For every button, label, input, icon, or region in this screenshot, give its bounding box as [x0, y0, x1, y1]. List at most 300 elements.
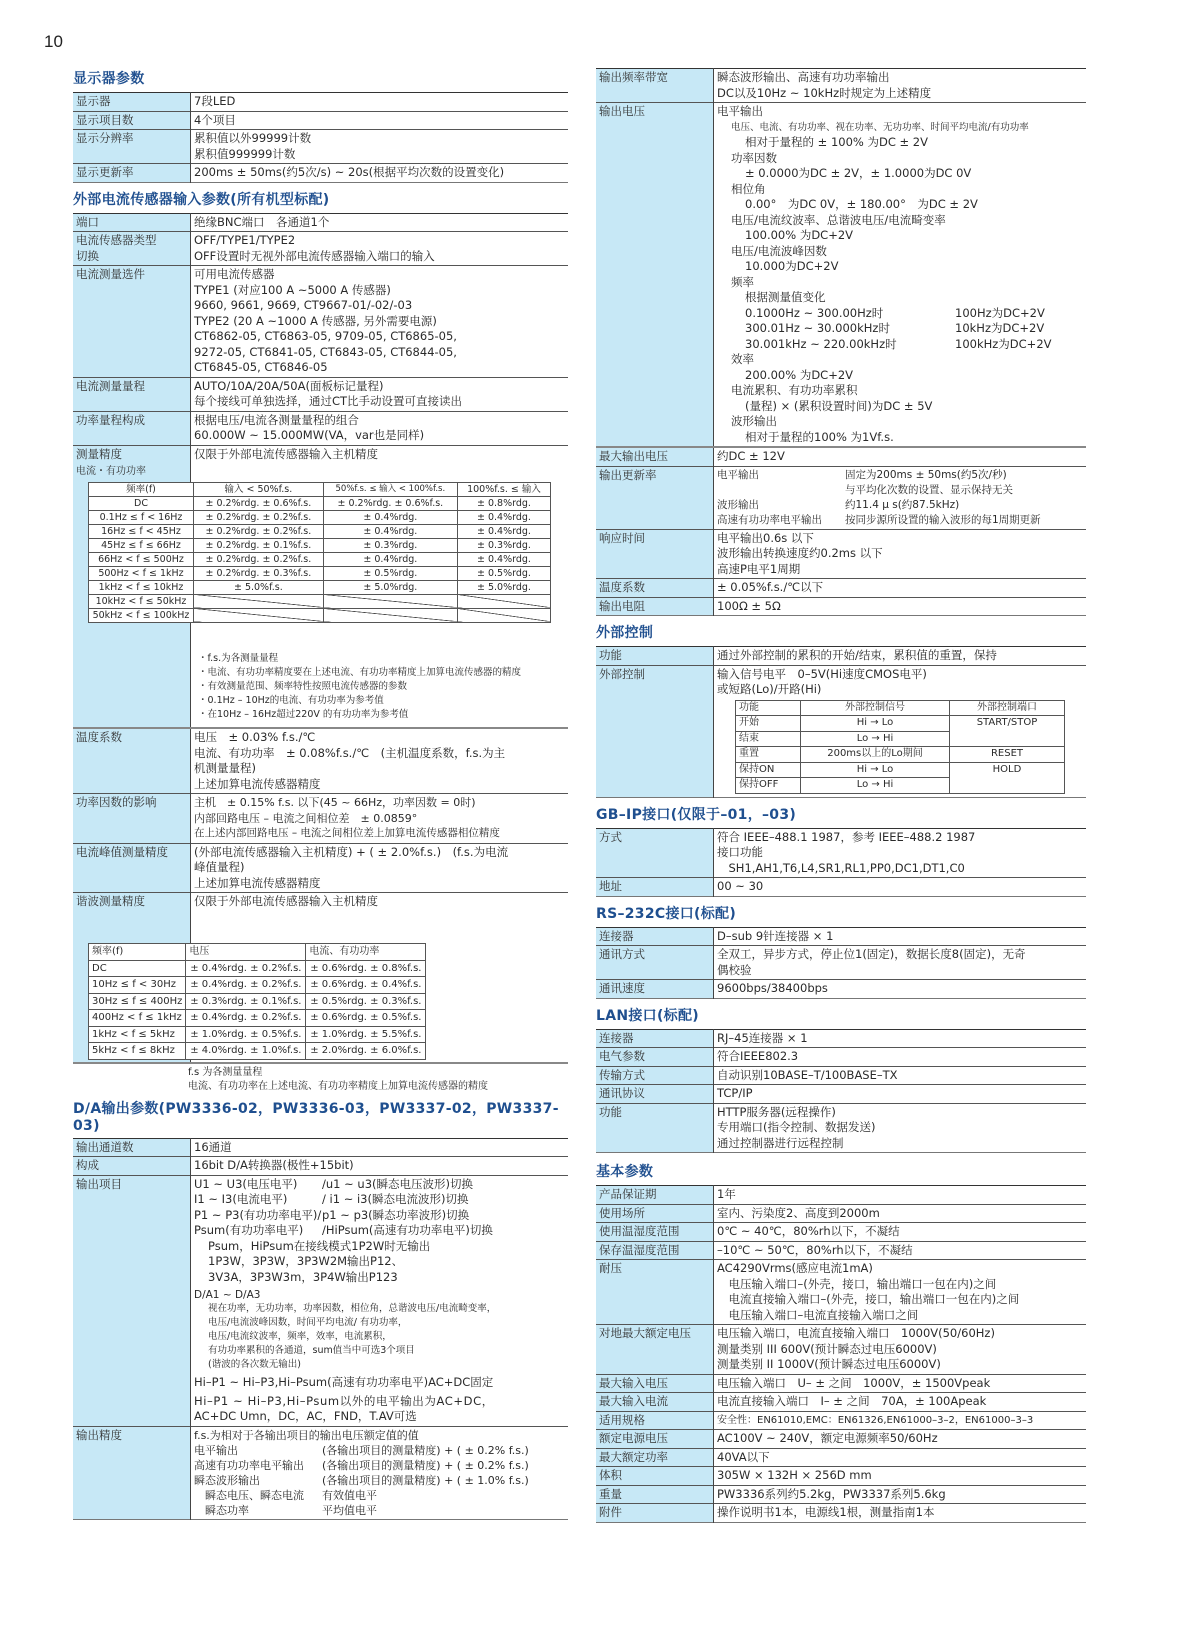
spec-key: 耐压 [596, 1260, 714, 1325]
cell: ± 5.0%rdg. [323, 580, 457, 594]
spec-key: 额定电源电压 [596, 1430, 714, 1449]
value-line: ± 0.05%f.s./℃以下 [717, 580, 824, 594]
freq-range: 300.01Hz ~ 30.000kHz时 [745, 321, 890, 335]
freq-output: 100Hz为DC+2V [955, 305, 1045, 320]
note-line: ・f.s.为各测量量程 [198, 653, 279, 664]
pair-left: 波形输出 [717, 498, 759, 511]
value-line: 视在功率，无功功率，功率因数，相位角，总谐波电压/电流畸变率， [208, 1303, 497, 1314]
right-column [596, 68, 1086, 1523]
value-line: OFF设置时无视外部电流传感器输入端口的输入 [194, 248, 435, 263]
value-line: 测量类别 III 600V(预计瞬态过电压6000V) [717, 1341, 937, 1356]
cell: ± 1.0%rdg. ± 5.5%f.s. [306, 1026, 426, 1043]
spec-value [191, 1175, 569, 1426]
cell: Hi → Lo [801, 716, 950, 732]
cell: ± 0.2%rdg. ± 0.6%f.s. [323, 496, 457, 510]
spec-row [596, 1223, 1086, 1242]
value-line: 电压 ± 0.03% f.s./℃ [194, 730, 316, 744]
spec-value [714, 1241, 1087, 1260]
empty-slash-cell [194, 594, 324, 608]
spec-value [714, 1085, 1087, 1104]
spec-key: 温度系数 [73, 728, 191, 794]
note-line: f.s 为各测量量程 [188, 1066, 263, 1078]
value-line: 仅限于外部电流传感器输入主机精度 [194, 894, 378, 908]
item-pair [194, 1208, 565, 1224]
value-line: HTTP服务器(远程操作) [717, 1104, 836, 1119]
control-header-row [736, 700, 1065, 716]
freq-range: 30.001kHz ~ 220.00kHz时 [745, 336, 897, 351]
cell: ± 0.4%rdg. ± 0.2%f.s. [186, 960, 306, 977]
spec-row [596, 1241, 1086, 1260]
spec-row [73, 728, 568, 794]
value-line: 60.000W ~ 15.000MW(VA，var也是同样) [194, 428, 425, 442]
value-line: 操作说明书1本，电源线1根，测量指南1本 [717, 1505, 935, 1519]
item-right: p1 ~ p3(瞬态功率波形)切换 [322, 1207, 470, 1222]
value-line: PW3336系列约5.2kg，PW3337系列5.6kg [717, 1486, 946, 1501]
harmonic-row [89, 960, 426, 977]
cell: ± 0.8%rdg. [457, 496, 550, 510]
value-line: D–sub 9针连接器 × 1 [717, 928, 834, 943]
value-line: 100.00% 为DC+2V [745, 228, 854, 242]
spec-key: 通讯方式 [596, 946, 714, 980]
accuracy-pair [194, 1473, 565, 1488]
value-line: 测量类别 II 1000V(预计瞬态过电压6000V) [717, 1357, 941, 1371]
header-cell: 输入 < 50%f.s. [194, 482, 324, 496]
value-line: D/A1 ~ D/A3 [194, 1289, 261, 1301]
value-line: 通过控制器进行远程控制 [717, 1135, 844, 1150]
spec-key: 功率因数的影响 [73, 794, 191, 844]
value-line: (外部电流传感器输入主机精度) + ( ± 2.0%f.s.) (f.s.为电流 [194, 844, 509, 859]
value-line: Hi–P1 ~ Hi–P3,Hi–Psum(高速有功功率电平)AC+DC固定 [194, 1375, 494, 1389]
value-line: 累积值以外99999计数 [194, 131, 312, 145]
spec-value [714, 466, 1087, 529]
cell: ± 0.2%rdg. ± 0.2%f.s. [194, 510, 324, 524]
spec-key: 输出电阻 [596, 597, 714, 616]
spec-value [714, 1430, 1087, 1449]
spec-key: 地址 [596, 878, 714, 897]
spec-row [73, 794, 568, 844]
cell: ± 0.6%rdg. ± 0.8%f.s. [306, 960, 426, 977]
spec-row [596, 828, 1086, 878]
section-title-ext-control: 外部控制 [596, 625, 654, 641]
spec-key: 保存温湿度范围 [596, 1241, 714, 1260]
key-line: 电流传感器类型 [76, 233, 157, 247]
value-line: 305W × 132H × 256D mm [717, 1468, 872, 1482]
spec-value [714, 1467, 1087, 1486]
cell: DC [89, 960, 186, 977]
header-cell: 100%f.s. ≤ 输入 [457, 482, 550, 496]
value-line: 有功功率累积的各通道，sum值当中可选3个项目 [208, 1345, 415, 1356]
accuracy-row [89, 510, 551, 524]
spec-key: 显示项目数 [73, 111, 191, 130]
spec-row [596, 665, 1086, 797]
spec-row [596, 1485, 1086, 1504]
spec-key: 方式 [596, 828, 714, 878]
cell: 1kHz < f ≤ 10kHz [89, 580, 194, 594]
value-line: TYPE2 (20 A ~1000 A 传感器, 另外需要电源) [194, 313, 437, 328]
item-right: / i1 ~ i3(瞬态电流波形)切换 [322, 1192, 469, 1206]
value-line: 相位角 [731, 181, 766, 196]
spec-key: 输出电压 [596, 103, 714, 448]
spec-value [714, 878, 1087, 897]
value-line: 通过外部控制的累积的开始/结束，累积值的重置，保持 [717, 648, 997, 662]
spec-key: 功能 [596, 647, 714, 666]
value-line: 3V3A，3P3W3m，3P4W输出P123 [208, 1269, 398, 1284]
cell: ± 0.3%rdg. [323, 538, 457, 552]
item-pair [194, 1177, 565, 1193]
cell: Lo → Hi [801, 731, 950, 747]
control-row [736, 762, 1065, 778]
spec-row [596, 946, 1086, 980]
section-title-basic: 基本参数 [596, 1164, 654, 1180]
spec-value [714, 529, 1087, 579]
spec-key: 构成 [73, 1157, 191, 1176]
value-line: 输入信号电平 0–5V(Hi速度CMOS电平) [717, 666, 927, 681]
rs232c-spec-table [596, 927, 1086, 999]
pair-right: (各输出项目的测量精度) + ( ± 0.2% f.s.) [322, 1443, 529, 1457]
value-line: 安全性：EN61010,EMC：EN61326,EN61000–3–2，EN61000–3–3 [717, 1414, 1034, 1426]
spec-value [191, 1138, 569, 1157]
spec-value [191, 266, 569, 378]
accuracy-pair [194, 1443, 565, 1458]
accuracy-row [89, 538, 551, 552]
spec-key: 显示器 [73, 93, 191, 112]
spec-row [73, 111, 568, 130]
cell: 保持ON [736, 762, 801, 778]
spec-row [596, 980, 1086, 999]
spec-row [73, 411, 568, 445]
value-line: AC100V ~ 240V，额定电源频率50/60Hz [717, 1431, 938, 1445]
accuracy-row [89, 566, 551, 580]
accuracy-row [89, 580, 551, 594]
value-line: 符合IEEE802.3 [717, 1049, 799, 1063]
value-line: 0℃ ~ 40℃，80%rh以下，不凝结 [717, 1224, 900, 1238]
cell: 5kHz < f ≤ 8kHz [89, 1043, 186, 1060]
spec-value [191, 130, 569, 164]
spec-row [73, 843, 568, 893]
spec-key: 响应时间 [596, 529, 714, 579]
value-line: 16bit D/A转换器(极性+15bit) [194, 1158, 354, 1172]
spec-value [191, 164, 569, 183]
spec-key: 传输方式 [596, 1066, 714, 1085]
spec-value [714, 647, 1087, 666]
value-line: 偶校验 [717, 962, 752, 977]
harmonic-notes [73, 1062, 568, 1094]
port-cell: RESET [950, 747, 1065, 763]
cell: ± 0.2%rdg. ± 0.2%f.s. [194, 552, 324, 566]
value-line: 效率 [731, 352, 754, 366]
spec-key: 输出通道数 [73, 1138, 191, 1157]
spec-value [714, 828, 1087, 878]
empty-slash-cell [194, 608, 324, 622]
spec-row [596, 1204, 1086, 1223]
pair-right: 与平均化次数的设置、显示保持无关 [845, 483, 1013, 496]
spec-key: 附件 [596, 1504, 714, 1523]
spec-row [596, 69, 1086, 103]
spec-value [714, 447, 1087, 466]
value-line: 专用端口(指令控制、数据发送) [717, 1120, 876, 1134]
spec-key: 电流测量选件 [73, 266, 191, 378]
spec-value [714, 927, 1087, 946]
value-line: 自动识别10BASE–T/100BASE–TX [717, 1067, 898, 1082]
harmonic-row [89, 993, 426, 1010]
cell: ± 0.2%rdg. ± 0.2%f.s. [194, 524, 324, 538]
value-line: 电流、有功功率 ± 0.08%f.s./℃ (主机温度系数，f.s.为主 [194, 745, 506, 760]
value-line: 上述加算电流传感器精度 [194, 776, 321, 791]
spec-key: 外部控制 [596, 665, 714, 797]
spec-row [596, 1066, 1086, 1085]
value-line: AC+DC Umn，DC，AC，FND，T.AV可选 [194, 1409, 417, 1423]
spec-value [714, 946, 1087, 980]
value-line: 高速P电平1周期 [717, 561, 801, 576]
spec-key: 电气参数 [596, 1048, 714, 1067]
value-line: 9600bps/38400bps [717, 981, 828, 995]
cell: Hi → Lo [801, 762, 950, 778]
spec-row [596, 103, 1086, 448]
spec-key: 输出精度 [73, 1426, 191, 1519]
spec-value [191, 111, 569, 130]
spec-key: 温度系数 [596, 579, 714, 598]
spec-value [714, 1048, 1087, 1067]
section-title-da-output: D/A输出参数(PW3336-02，PW3336-03，PW3337-02，PW3337-03) [73, 1100, 559, 1134]
spec-key [73, 232, 191, 266]
spec-key: 通讯速度 [596, 980, 714, 999]
spec-row [73, 377, 568, 411]
spec-key: 对地最大额定电压 [596, 1325, 714, 1375]
spec-key: 连接器 [596, 1029, 714, 1048]
value-line: 频率 [731, 274, 754, 289]
spec-value [191, 1426, 569, 1519]
section-title-display: 显示器参数 [73, 71, 145, 87]
spec-row [73, 893, 568, 1062]
item-left: I1 ~ I3(电流电平) [194, 1192, 288, 1206]
spec-key: 使用场所 [596, 1204, 714, 1223]
note-line: ・0.1Hz – 10Hz的电流、有功功率为参考值 [198, 695, 384, 706]
cell: 开始 [736, 716, 801, 732]
spec-key: 最大输出电压 [596, 447, 714, 466]
spec-row [596, 1467, 1086, 1486]
spec-key: 功率量程构成 [73, 411, 191, 445]
da-channel-block [194, 1288, 565, 1372]
accuracy-pair [194, 1503, 565, 1518]
section-title-gpib: GB–IP接口(仅限于–01，–03) [596, 806, 797, 823]
cell: 200ms以上的Lo期间 [801, 747, 950, 763]
value-line: 100Ω ± 5Ω [717, 598, 781, 613]
value-line: 上述加算电流传感器精度 [194, 875, 321, 890]
section-title-ext-sensor: 外部电流传感器输入参数(所有机型标配) [73, 191, 330, 208]
cell: ± 0.5%rdg. [323, 566, 457, 580]
spec-key: 适用规格 [596, 1411, 714, 1430]
cell: 1kHz < f ≤ 5kHz [89, 1026, 186, 1043]
item-left: Psum(有功功率电平) [194, 1223, 304, 1237]
spec-row [596, 447, 1086, 466]
spec-row [596, 1103, 1086, 1153]
value-line: (量程) × (累积设置时间)为DC ± 5V [745, 398, 933, 413]
item-right: /u1 ~ u3(瞬态电压波形)切换 [322, 1176, 474, 1191]
port-cell: START/STOP [950, 716, 1065, 747]
spec-value [714, 579, 1087, 598]
harmonic-row [89, 1010, 426, 1027]
header-cell: 频率(f) [89, 944, 186, 961]
value-line: 16通道 [194, 1139, 232, 1154]
cell: 500Hz < f ≤ 1kHz [89, 566, 194, 580]
spec-key: 最大输入电流 [596, 1393, 714, 1412]
spec-value [714, 980, 1087, 999]
spec-row [596, 529, 1086, 579]
spec-key: 连接器 [596, 927, 714, 946]
value-line: 电流累积、有功功率累积 [731, 383, 858, 397]
accuracy-notes [194, 646, 565, 726]
spec-row [596, 466, 1086, 529]
value-line: 40VA以下 [717, 1449, 770, 1464]
spec-row [73, 445, 568, 728]
accuracy-pair [194, 1458, 565, 1473]
control-row [736, 716, 1065, 732]
display-spec-table [73, 92, 568, 183]
accuracy-pair [194, 1488, 565, 1503]
spec-value [714, 69, 1087, 103]
spec-key: 产品保证期 [596, 1186, 714, 1205]
value-line: 或短路(Lo)/开路(Hi) [717, 682, 822, 696]
port-cell: HOLD [950, 762, 1065, 793]
pair-left [717, 483, 845, 498]
spec-key: 使用温湿度范围 [596, 1223, 714, 1242]
empty-slash-cell [457, 594, 550, 608]
accuracy-sublabel: 电流・有功功率 [76, 466, 146, 477]
cell: ± 0.5%rdg. ± 0.3%f.s. [306, 993, 426, 1010]
spec-row [596, 1260, 1086, 1325]
spec-value [191, 411, 569, 445]
spec-row [73, 266, 568, 378]
spec-value [714, 1204, 1087, 1223]
value-line: 电流直接输入端口 I– ± 之间 70A，± 100Apeak [717, 1394, 987, 1408]
cell: ± 0.4%rdg. [323, 524, 457, 538]
value-line: CT6845-05, CT6846-05 [194, 360, 328, 374]
cell: ± 4.0%rdg. ± 1.0%f.s. [186, 1043, 306, 1060]
spec-row [596, 927, 1086, 946]
spec-value [714, 665, 1087, 797]
spec-row [73, 213, 568, 232]
value-line: 9660, 9661, 9669, CT9667-01/-02/-03 [194, 298, 413, 312]
value-line: Hi–P1 ~ Hi–P3,Hi–Psum以外的电平输出为AC+DC， [194, 1393, 494, 1408]
spec-key: 端口 [73, 213, 191, 232]
spec-key: 输出更新率 [596, 466, 714, 529]
value-line: f.s.为相对于各输出项目的输出电压额定值的值 [194, 1428, 419, 1442]
value-line: 峰值量程) [194, 860, 245, 874]
accuracy-row [89, 524, 551, 538]
cell: ± 5.0%f.s. [194, 580, 324, 594]
cell: 66Hz < f ≤ 500Hz [89, 552, 194, 566]
value-line: 0.00° 为DC 0V，± 180.00° 为DC ± 2V [745, 197, 978, 211]
cell: 30Hz ≤ f ≤ 400Hz [89, 993, 186, 1010]
spec-row [73, 130, 568, 164]
value-line: ± 0.0000为DC ± 2V，± 1.0000为DC 0V [745, 166, 972, 180]
value-line: 7段LED [194, 94, 236, 108]
spec-row [73, 1138, 568, 1157]
freq-range-row [717, 337, 1083, 353]
cell: 45Hz ≤ f ≤ 66Hz [89, 538, 194, 552]
spec-value [191, 1157, 569, 1176]
ext-control-spec-table [596, 646, 1086, 798]
value-line: 4个项目 [194, 112, 236, 127]
value-line: 相对于量程的100% 为1Vf.s. [745, 429, 894, 444]
spec-value [191, 213, 569, 232]
value-line: 符合 IEEE–488.1 1987，参考 IEEE–488.2 1987 [717, 829, 976, 844]
key-line: 切换 [76, 248, 99, 263]
value-line: 电压/电流纹波率、总谐波电压/电流畸变率 [731, 212, 946, 227]
spec-value [714, 1029, 1087, 1048]
spec-key: 最大输入电压 [596, 1374, 714, 1393]
pair-left: 电平输出 [194, 1443, 238, 1457]
freq-output: 10kHz为DC+2V [955, 321, 1045, 335]
value-line: 在上述内部回路电压 – 电流之间相位差上加算电流传感器相位精度 [194, 827, 500, 839]
value-line: 绝缘BNC端口 各通道1个 [194, 214, 330, 229]
value-line: 波形输出转换速度约0.2ms 以下 [717, 546, 883, 560]
value-line: 室内、污染度2、高度到2000m [717, 1205, 880, 1220]
value-line: 累积值999999计数 [194, 146, 296, 161]
spec-value [191, 377, 569, 411]
left-column [73, 64, 568, 1520]
value-line: 电压输入端口 U– ± 之间 1000V，± 1500Vpeak [717, 1375, 991, 1390]
cell: ± 0.4%rdg. [323, 510, 457, 524]
spec-row [596, 1448, 1086, 1467]
spec-key: 功能 [596, 1103, 714, 1153]
value-line: 电平输出0.6s 以下 [717, 530, 814, 545]
spec-row [596, 1048, 1086, 1067]
spec-row [596, 1393, 1086, 1412]
spec-row [596, 878, 1086, 897]
spec-value [714, 1103, 1087, 1153]
cell: ± 0.4%rdg. [457, 552, 550, 566]
item-left: P1 ~ P3(有功功率电平)/ [194, 1207, 322, 1222]
spec-key: 重量 [596, 1485, 714, 1504]
value-line: 仅限于外部电流传感器输入主机精度 [194, 446, 378, 461]
value-line: DC以及10Hz ~ 10kHz时规定为上述精度 [717, 85, 932, 100]
spec-row [596, 1374, 1086, 1393]
empty-slash-cell [457, 608, 550, 622]
value-line: 9272-05, CT6841-05, CT6843-05, CT6844-05, [194, 344, 457, 359]
spec-value [714, 1260, 1087, 1325]
cell: 0.1Hz ≤ f < 16Hz [89, 510, 194, 524]
value-line: 根据测量值变化 [745, 290, 826, 304]
spec-value [191, 232, 569, 266]
cell: ± 2.0%rdg. ± 6.0%f.s. [306, 1043, 426, 1060]
spec-row [596, 1411, 1086, 1430]
update-pair [717, 513, 1083, 528]
spec-row [596, 597, 1086, 616]
key-line: 谐波测量精度 [76, 894, 145, 908]
value-line: 约DC ± 12V [717, 449, 785, 463]
spec-key: 输出项目 [73, 1175, 191, 1426]
value-line: SH1,AH1,T6,L4,SR1,RL1,PP0,DC1,DT1,C0 [717, 860, 965, 875]
key-line: 测量精度 [76, 446, 122, 461]
value-line: 200ms ± 50ms(约5次/s) ~ 20s(根据平均次数的设置变化) [194, 165, 505, 179]
spec-value [191, 794, 569, 844]
value-line: 电压/电流波峰因数 [731, 243, 827, 258]
spec-row [596, 1504, 1086, 1523]
value-line: (谐波的各次数无输出) [208, 1359, 301, 1370]
value-line: AUTO/10A/20A/50A(面板标记量程) [194, 378, 384, 393]
pair-left: 瞬态功率 [194, 1503, 249, 1517]
value-line: –10℃ ~ 50℃，80%rh以下，不凝结 [717, 1242, 913, 1257]
pair-right: 平均值电平 [322, 1503, 377, 1517]
spec-value [191, 728, 569, 794]
spec-value [191, 843, 569, 893]
cell: ± 1.0%rdg. ± 0.5%f.s. [186, 1026, 306, 1043]
cell: ± 0.3%rdg. [457, 538, 550, 552]
value-line: 电压输入端口–电流直接输入端口之间 [717, 1307, 919, 1322]
value-line: 波形输出 [731, 414, 777, 428]
cell: ± 0.4%rdg. [457, 510, 550, 524]
